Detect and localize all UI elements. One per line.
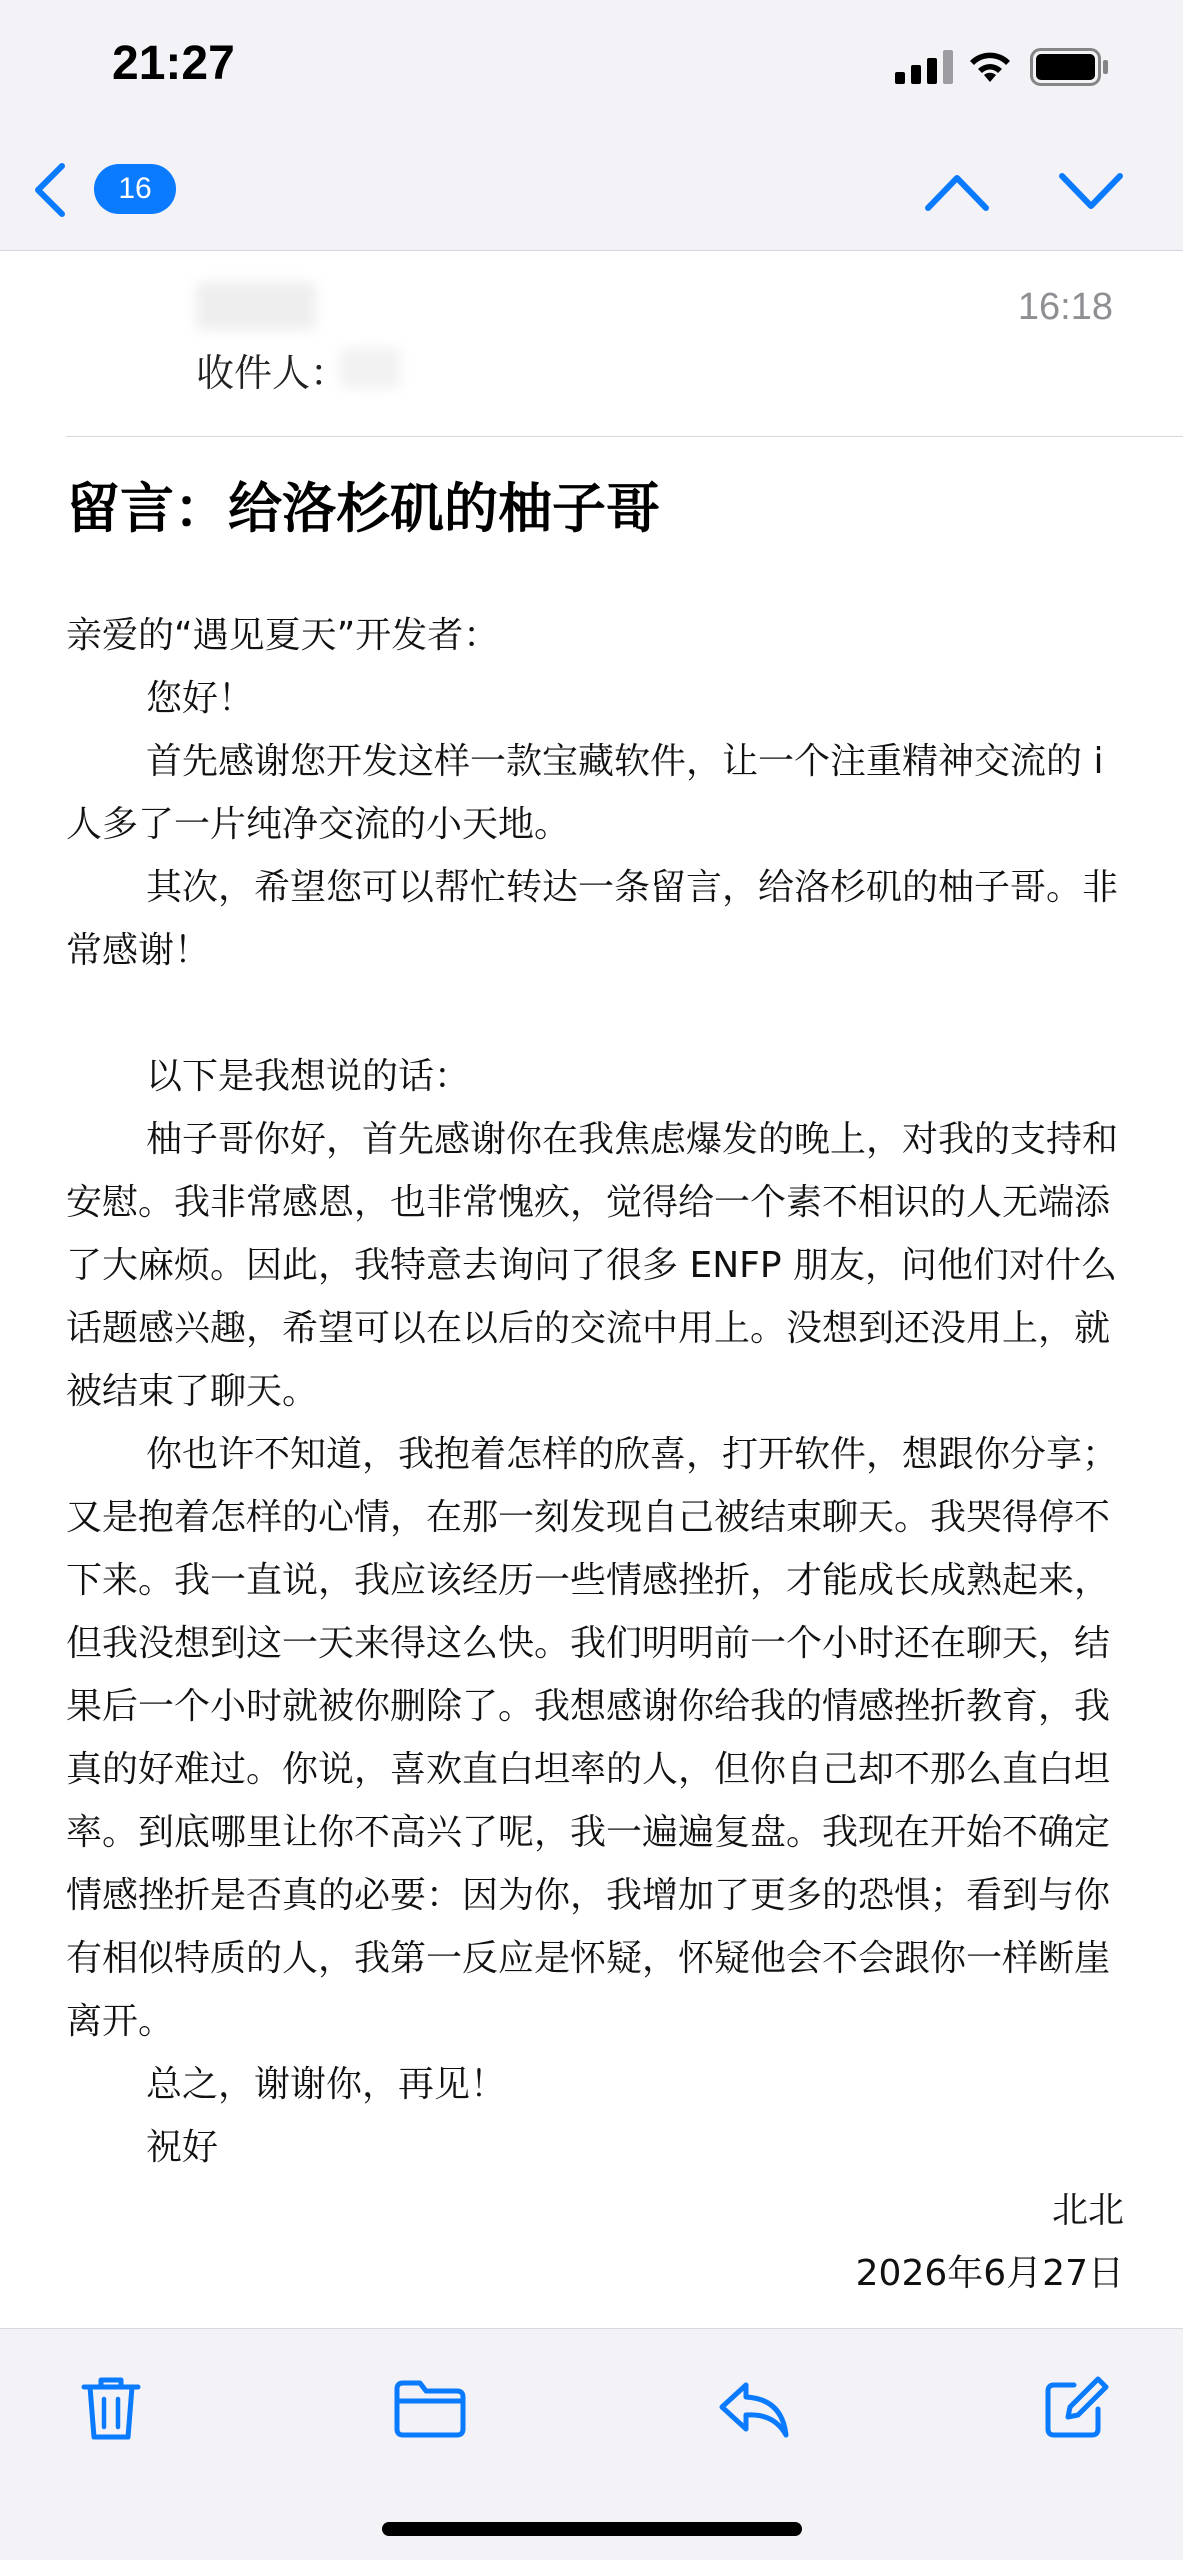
chevron-down-icon[interactable] (1056, 168, 1126, 214)
chevron-left-icon[interactable] (30, 160, 70, 220)
header-divider (66, 436, 1183, 437)
body-paragraph: 首先感谢您开发这样一款宝藏软件，让一个注重精神交流的 i 人多了一片纯净交流的小天地。 (66, 741, 1104, 845)
folder-icon[interactable] (392, 2373, 468, 2443)
letter-date: 2026年6月27日 (855, 2253, 1124, 2294)
cellular-signal-icon (895, 50, 957, 84)
status-time: 21:27 (112, 37, 235, 90)
body-paragraph: 以下是我想说的话： (146, 1056, 471, 1097)
body-paragraph: 总之，谢谢你，再见！ (146, 2064, 507, 2105)
signature: 北北 (1051, 2190, 1124, 2231)
chevron-up-icon[interactable] (922, 168, 992, 214)
compose-icon[interactable] (1040, 2373, 1110, 2443)
recipient-label[interactable]: 收件人： (196, 351, 349, 395)
battery-icon (1030, 48, 1110, 86)
closing: 祝好 (146, 2127, 219, 2168)
reply-icon[interactable] (716, 2373, 792, 2443)
body-paragraph: 您好！ (146, 678, 255, 719)
body-paragraph: 柚子哥你好，首先感谢你在我焦虑爆发的晚上，对我的支持和安慰。我非常感恩，也非常愧疚，觉得给一个素不相识的人无端添了大麻烦。因此，我特意去询问了很多 ENFP 朋友，问他们对什么话题感兴趣，希望可以在以后的交流中用上。没想到还没用上，就被结束了聊天。 (66, 1119, 1119, 1412)
blank-line (66, 982, 1124, 1045)
recipient-obscured (340, 348, 400, 388)
trash-icon[interactable] (76, 2373, 146, 2443)
message-body (66, 604, 1124, 2305)
message-time: 16:18 (1017, 286, 1113, 328)
wifi-icon (966, 48, 1014, 84)
message-subject: 留言：给洛杉矶的柚子哥 (66, 477, 660, 540)
home-indicator[interactable] (382, 2522, 802, 2536)
unread-count-badge[interactable]: 16 (94, 164, 176, 214)
body-paragraph: 其次，希望您可以帮忙转达一条留言，给洛杉矶的柚子哥。非常感谢！ (66, 867, 1119, 971)
body-paragraph: 你也许不知道，我抱着怎样的欣喜，打开软件，想跟你分享；又是抱着怎样的心情，在那一刻发现自己被结束聊天。我哭得停不下来。我一直说，我应该经历一些情感挫折，才能成长成熟起来，但我没想到这一天来得这么快。我们明明前一个小时还在聊天，结果后一个小时就被你删除了。我想感谢你给我的情感挫折教育，我真的好难过。你说，喜欢直白坦率的人，但你自己却不那么直白坦率。到底哪里让你不高兴了呢，我一遍遍复盘。我现在开始不确定情感挫折是否真的必要：因为你，我增加了更多的恐惧；看到与你有相似特质的人，我第一反应是怀疑，怀疑他会不会跟你一样断崖离开。 (66, 1434, 1119, 2042)
greeting: 亲爱的“遇见夏天”开发者： (66, 615, 500, 656)
sender-name-obscured (196, 282, 316, 330)
